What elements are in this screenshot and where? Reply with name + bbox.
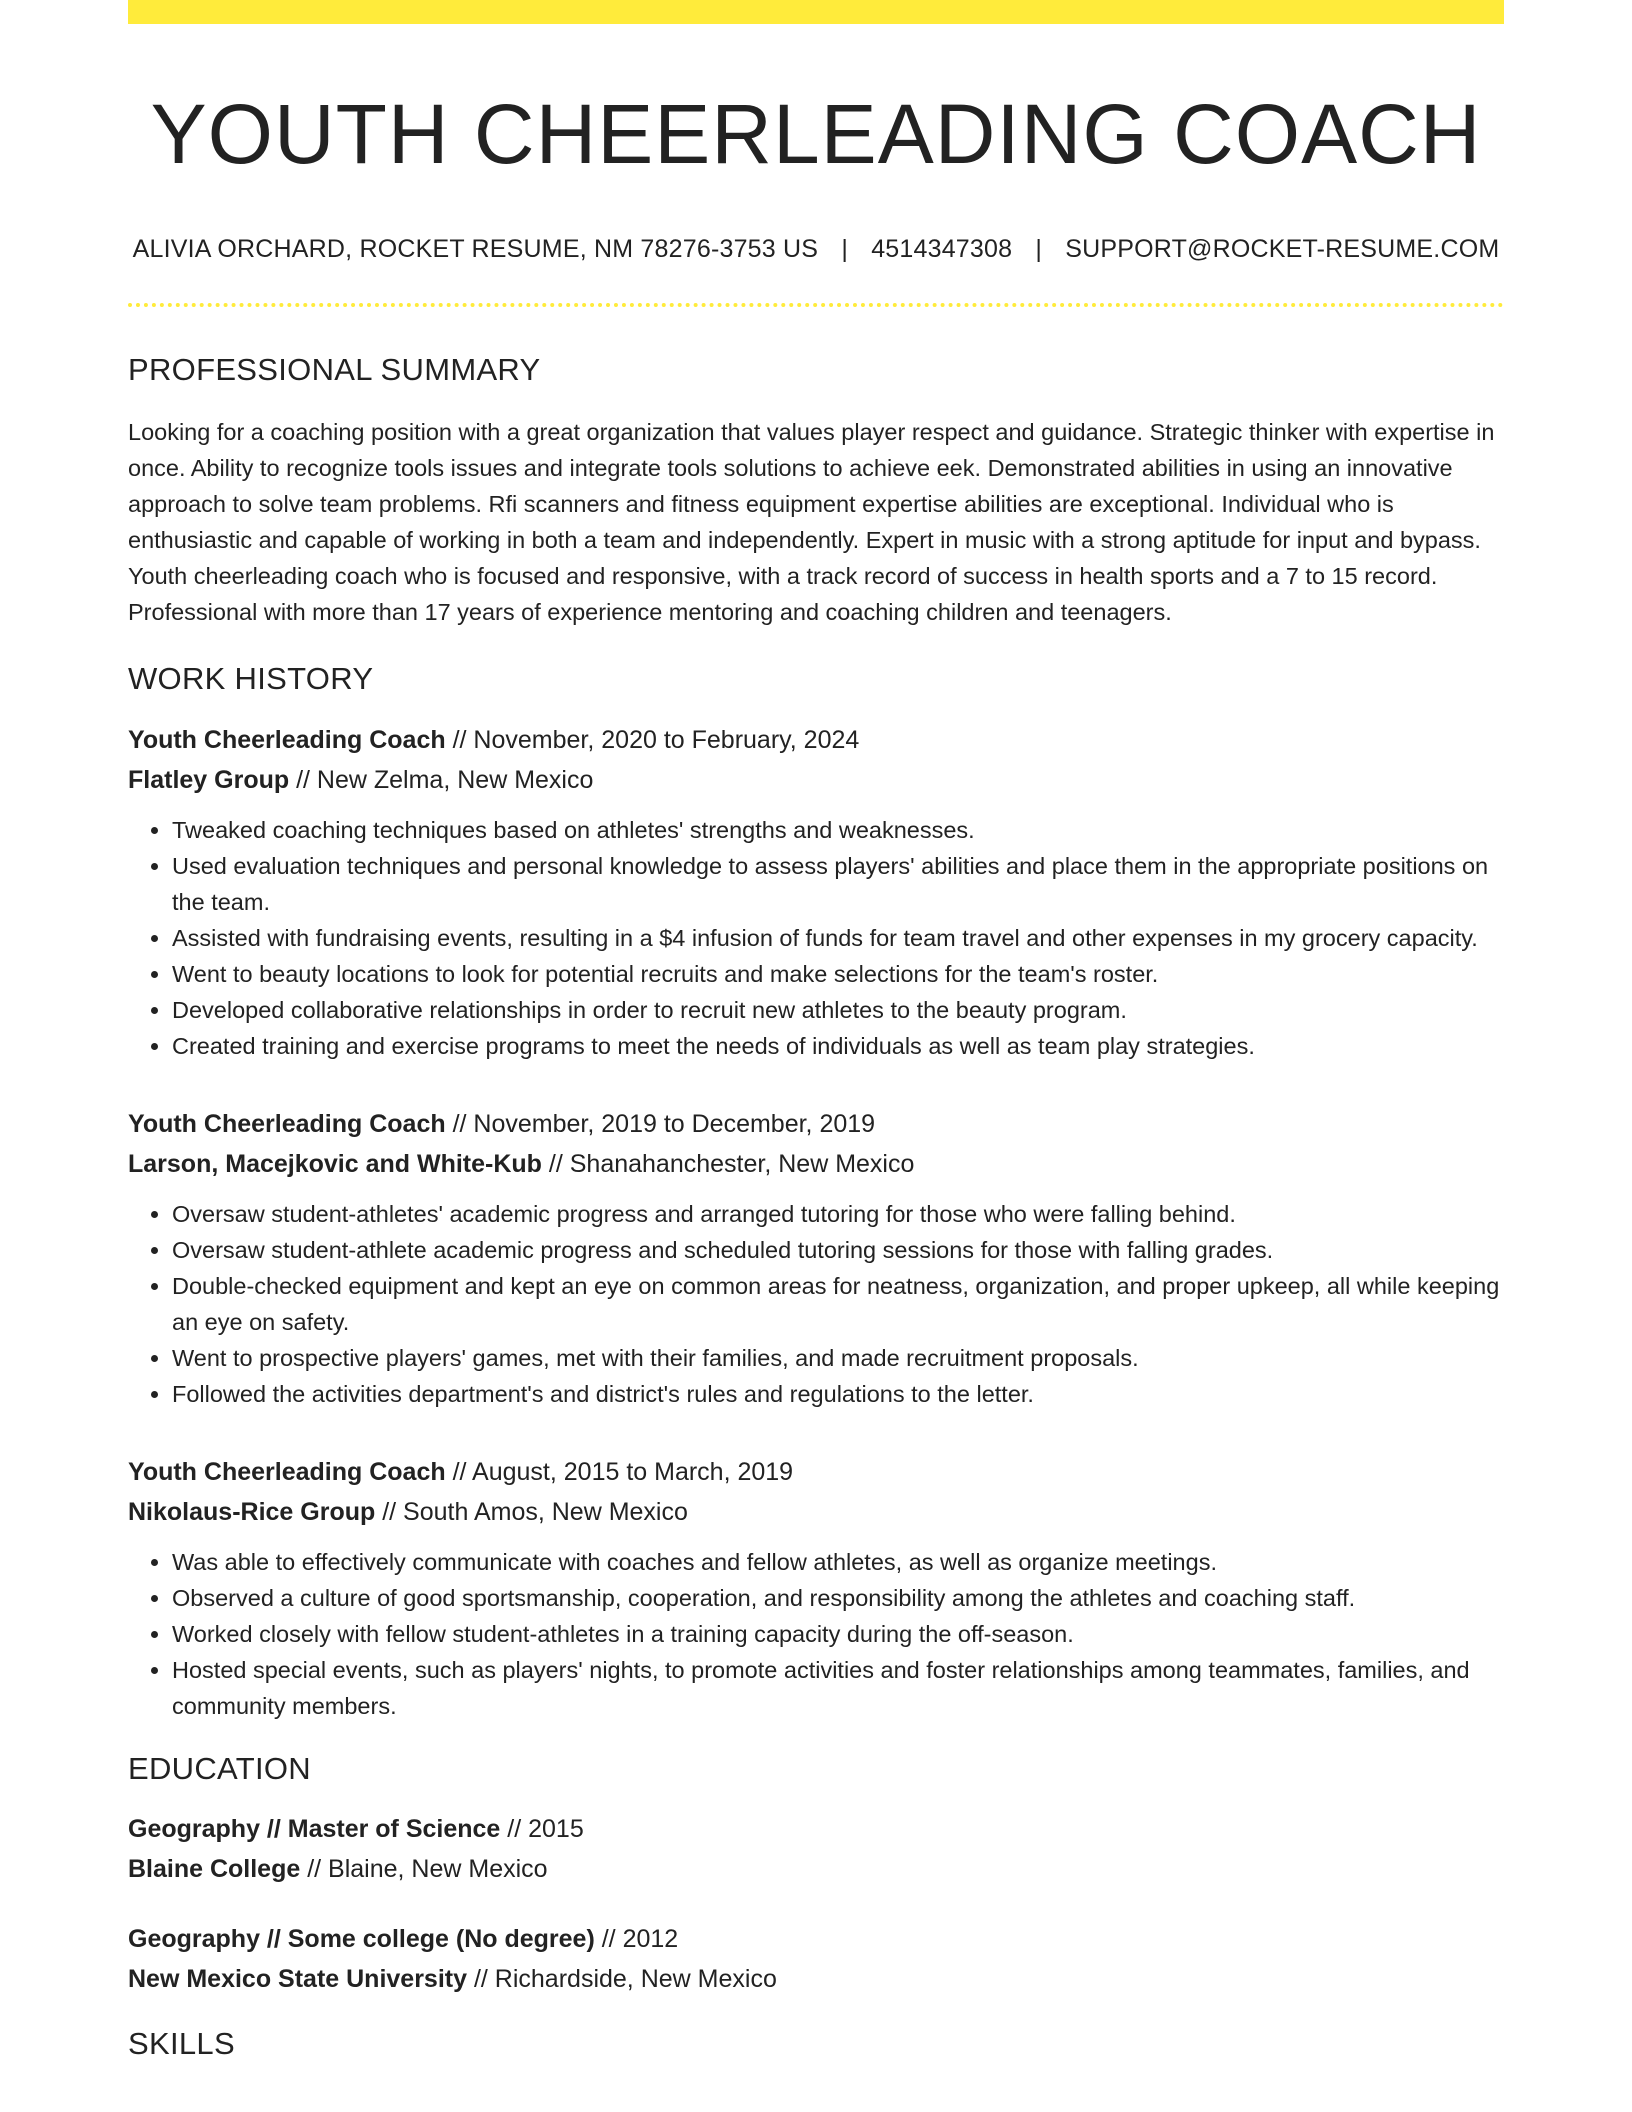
job-bullets: [128, 1196, 1504, 1412]
job-title: Youth Cheerleading Coach: [128, 1457, 446, 1486]
education-entry: [128, 1809, 1504, 1889]
job-dates: // November, 2019 to December, 2019: [445, 1109, 876, 1138]
work-history-heading: WORK HISTORY: [128, 661, 374, 697]
education-school-line: [128, 1849, 1504, 1889]
skills-heading: SKILLS: [128, 2025, 235, 2061]
job-bullet: • Created training and exercise programs to meet the needs of individuals as well as team play strategies.: [172, 1028, 1504, 1064]
education-school: New Mexico State University: [128, 1964, 468, 1993]
contact-separator: |: [1035, 234, 1043, 263]
job-bullet: • Was able to effectively communicate with coaches and fellow athletes, as well as organize meetings.: [172, 1544, 1504, 1580]
summary-heading: PROFESSIONAL SUMMARY: [128, 352, 541, 388]
job-company-line: [128, 760, 1504, 800]
job-entry: [128, 720, 1504, 1064]
resume-page: [128, 0, 1504, 2062]
job-bullet: • Assisted with fundraising events, resulting in a $4 infusion of funds for team travel and other expenses in my grocery capacity.: [172, 920, 1504, 956]
education-school-line: [128, 1959, 1504, 1999]
job-company: Flatley Group: [128, 765, 290, 794]
accent-bar: [128, 0, 1504, 24]
education-degree-line: [128, 1809, 1504, 1849]
job-bullet: • Tweaked coaching techniques based on athletes' strengths and weaknesses.: [172, 812, 1504, 848]
contact-separator: |: [841, 234, 849, 263]
contact-line: [128, 233, 1504, 266]
job-bullet: • Developed collaborative relationships in order to recruit new athletes to the beauty program.: [172, 992, 1504, 1028]
dotted-divider: [128, 303, 1504, 307]
contact-email: SUPPORT@ROCKET-RESUME.COM: [1065, 234, 1500, 263]
job-bullet: • Oversaw student-athletes' academic progress and arranged tutoring for those who were falling behind.: [172, 1196, 1504, 1232]
job-bullets: [128, 1544, 1504, 1724]
job-location: // New Zelma, New Mexico: [289, 765, 594, 794]
job-bullet: • Used evaluation techniques and personal knowledge to assess players' abilities and place them in the appropriate positions on the team.: [172, 848, 1504, 920]
job-title-line: [128, 1452, 1504, 1492]
job-bullets: [128, 812, 1504, 1064]
education-year: // 2015: [500, 1814, 584, 1843]
education-entry: [128, 1919, 1504, 1999]
job-company: Nikolaus-Rice Group: [128, 1497, 376, 1526]
job-dates: // August, 2015 to March, 2019: [445, 1457, 794, 1486]
job-bullet: • Followed the activities department's and district's rules and regulations to the letter.: [172, 1376, 1504, 1412]
job-bullet: • Went to prospective players' games, met with their families, and made recruitment proposals.: [172, 1340, 1504, 1376]
education-school: Blaine College: [128, 1854, 301, 1883]
education-year: // 2012: [594, 1924, 679, 1953]
job-bullet: • Double-checked equipment and kept an eye on common areas for neatness, organization, and proper upkeep, all while keeping an eye on safety.: [172, 1268, 1504, 1340]
job-bullet: • Observed a culture of good sportsmanship, cooperation, and responsibility among the athletes and coaching staff.: [172, 1580, 1504, 1616]
job-title-line: [128, 720, 1504, 760]
job-location: // Shanahanchester, New Mexico: [541, 1149, 915, 1178]
job-title: Youth Cheerleading Coach: [128, 725, 446, 754]
contact-address: ALIVIA ORCHARD, ROCKET RESUME, NM 78276-3753 US: [132, 234, 819, 263]
job-bullet: • Worked closely with fellow student-athletes in a training capacity during the off-season.: [172, 1616, 1504, 1652]
job-dates: // November, 2020 to February, 2024: [445, 725, 860, 754]
job-bullet: • Hosted special events, such as players' nights, to promote activities and foster relationships among teammates, families, and community members.: [172, 1652, 1504, 1724]
job-title: Youth Cheerleading Coach: [128, 1109, 446, 1138]
summary-text: Looking for a coaching position with a great organization that values player respect and guidance. Strategic thinker with expertise in once. Ability to recognize tools issues and integrate tools solutions to achieve eek. Demonstrated abilities in using an innovative approach to solve team problems. Rfi scanners and fitness equipment expertise abilities are exceptional. Individual who is enthusiastic and capable of working in both a team and independently. Expert in music with a strong aptitude for input and bypass. Youth cheerleading coach who is focused and responsive, with a track record of success in health sports and a 7 to 15 record. Professional with more than 17 years of experience mentoring and coaching children and teenagers.: [128, 419, 1495, 626]
education-degree: Geography // Master of Science: [128, 1814, 501, 1843]
education-heading: EDUCATION: [128, 1750, 311, 1786]
job-title-line: [128, 1104, 1504, 1144]
job-company-line: [128, 1492, 1504, 1532]
job-company-line: [128, 1144, 1504, 1184]
resume-title: YOUTH CHEERLEADING COACH: [150, 87, 1482, 181]
education-location: // Richardside, New Mexico: [467, 1964, 777, 1993]
job-bullet: • Went to beauty locations to look for potential recruits and make selections for the team's roster.: [172, 956, 1504, 992]
job-company: Larson, Macejkovic and White-Kub: [128, 1149, 542, 1178]
education-degree: Geography // Some college (No degree): [128, 1924, 595, 1953]
job-location: // South Amos, New Mexico: [375, 1497, 688, 1526]
contact-phone: 4514347308: [871, 234, 1013, 263]
education-degree-line: [128, 1919, 1504, 1959]
job-entry: [128, 1452, 1504, 1724]
education-location: // Blaine, New Mexico: [300, 1854, 548, 1883]
job-bullet: • Oversaw student-athlete academic progress and scheduled tutoring sessions for those with falling grades.: [172, 1232, 1504, 1268]
job-entry: [128, 1104, 1504, 1412]
